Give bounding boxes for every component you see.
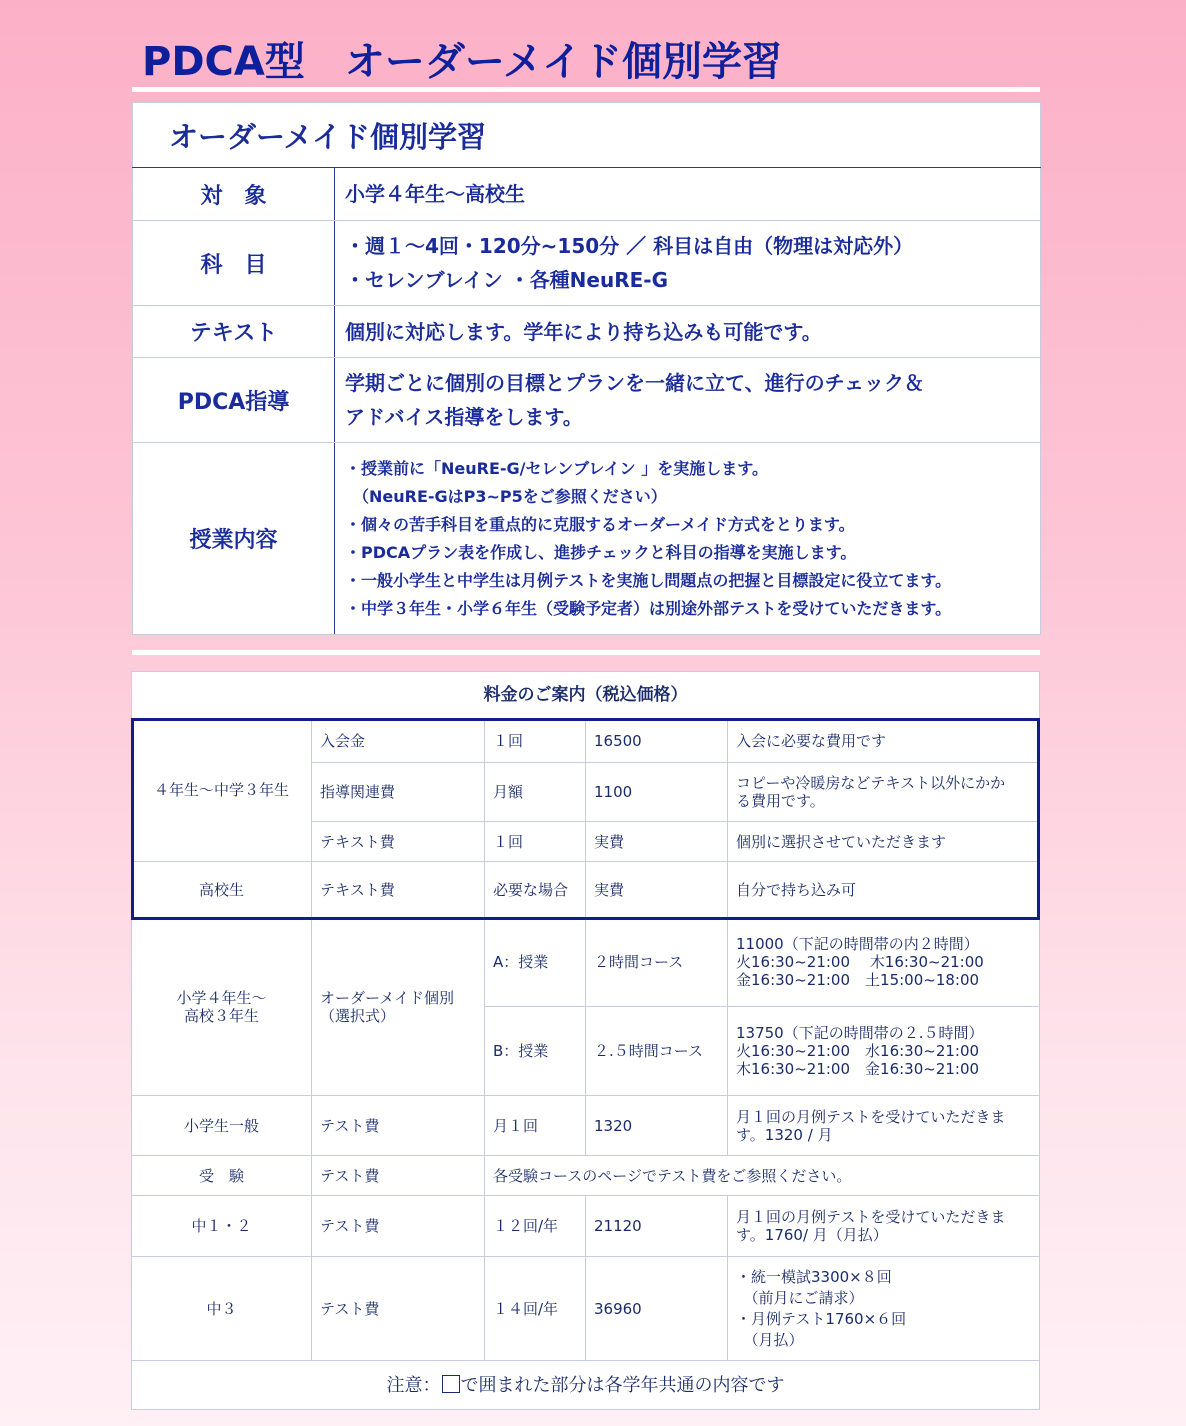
group-label: 小学生一般	[132, 1096, 312, 1156]
item-cell: テスト費	[312, 1156, 485, 1196]
table-row	[132, 1257, 1040, 1361]
frequency-cell: 必要な場合	[485, 862, 586, 918]
row-label: テキスト	[133, 306, 335, 358]
frequency-cell: １回	[485, 719, 586, 763]
frequency-cell: １４回/年	[485, 1257, 586, 1361]
remark-cell: 13750（下記の時間帯の２.５時間） 火16:30~21:00 水16:30~21:00 木16:30~21:00 金16:30~21:00	[728, 1007, 1040, 1096]
table-row	[132, 918, 1040, 1007]
fee-note: 注意： で囲まれた部分は各学年共通の内容です	[132, 1361, 1040, 1410]
group-label: 中１・２	[132, 1196, 312, 1257]
table-row	[132, 719, 1040, 763]
remark-cell: 11000（下記の時間帯の内２時間） 火16:30~21:00 木16:30~21:00 金16:30~21:00 土15:00~18:00	[728, 918, 1040, 1007]
divider	[132, 87, 1040, 92]
course-cell: ２.５時間コース	[586, 1007, 728, 1096]
row-label: PDCA指導	[133, 358, 335, 443]
row-label: 対 象	[133, 168, 335, 221]
frequency-cell: １２回/年	[485, 1196, 586, 1257]
frequency-cell: A：授業	[485, 918, 586, 1007]
item-cell: 入会金	[312, 719, 485, 763]
price-cell: 1100	[586, 763, 728, 822]
price-cell: 36960	[586, 1257, 728, 1361]
row-value: 小学４年生～高校生	[335, 168, 1041, 221]
group-label: 受 験	[132, 1156, 312, 1196]
remark-cell: 月１回の月例テストを受けていただきま す。1760/ 月（月払）	[728, 1196, 1040, 1257]
row-value: ・授業前に「NeuRE-G/セレンブレイン 」を実施します。 （NeuRE-GはP3~P5をご参照ください） ・個々の苦手科目を重点的に克服するオーダーメイド方式をとります。 ・PDCAプラン表を作成し、進捗チェックと科目の指導を実施します。 ・一般小学生と中学生は月例テストを実施し問題点の把握と目標設定に役立てます。 ・中学３年生・小学６年生（受験予定者）は別途外部テストを受けていただきます。	[335, 443, 1041, 635]
course-row-subjects	[133, 221, 1041, 306]
remark-cell: 月１回の月例テストを受けていただきま す。1320 / 月	[728, 1096, 1040, 1156]
fee-table	[131, 671, 1040, 1410]
row-label: 科 目	[133, 221, 335, 306]
item-cell: テスト費	[312, 1196, 485, 1257]
table-row	[132, 862, 1040, 918]
table-row	[132, 1196, 1040, 1257]
table-row	[132, 1096, 1040, 1156]
item-cell: テキスト費	[312, 862, 485, 918]
remark-cell: コピーや冷暖房などテキスト以外にかか る費用です。	[728, 763, 1040, 822]
price-cell: 21120	[586, 1196, 728, 1257]
course-cell: ２時間コース	[586, 918, 728, 1007]
fee-caption: 料金のご案内（税込価格）	[132, 672, 1040, 719]
course-row-pdca	[133, 358, 1041, 443]
row-value: 個別に対応します。学年により持ち込みも可能です。	[335, 306, 1041, 358]
page-title: PDCA型 オーダーメイド個別学習	[142, 39, 783, 85]
remark-cell: ・統一模試3300×８回 （前月にご請求） ・月例テスト1760×６回 （月払）	[728, 1257, 1040, 1361]
group-label: 高校生	[132, 862, 312, 918]
price-cell: 実費	[586, 862, 728, 918]
price-cell: 実費	[586, 822, 728, 862]
frequency-cell: 月額	[485, 763, 586, 822]
item-cell: テキスト費	[312, 822, 485, 862]
frame-symbol	[442, 1375, 460, 1393]
group-label: 中３	[132, 1257, 312, 1361]
frequency-cell: 月１回	[485, 1096, 586, 1156]
divider	[132, 650, 1040, 655]
item-cell: オーダーメイド個別 （選択式）	[312, 918, 485, 1096]
course-row-content	[133, 443, 1041, 635]
item-cell: 指導関連費	[312, 763, 485, 822]
table-row	[132, 1156, 1040, 1196]
frequency-cell: １回	[485, 822, 586, 862]
course-table	[132, 102, 1041, 635]
remark-cell: 自分で持ち込み可	[728, 862, 1040, 918]
row-value: 学期ごとに個別の目標とプランを一緒に立て、進行のチェック＆ アドバイス指導をします。	[335, 358, 1041, 443]
frequency-cell: B：授業	[485, 1007, 586, 1096]
course-row-target	[133, 168, 1041, 221]
price-cell: 1320	[586, 1096, 728, 1156]
item-cell: テスト費	[312, 1257, 485, 1361]
remark-cell: 個別に選択させていただきます	[728, 822, 1040, 862]
course-title: オーダーメイド個別学習	[133, 103, 1041, 168]
group-label: 小学４年生～ 高校３年生	[132, 918, 312, 1096]
group-label: ４年生～中学３年生	[132, 719, 312, 862]
price-cell: 16500	[586, 719, 728, 763]
row-value: ・週１～4回・120分~150分 ／ 科目は自由（物理は対応外） ・セレンブレイン ・各種NeuRE-G	[335, 221, 1041, 306]
remark-cell: 各受験コースのページでテスト費をご参照ください。	[485, 1156, 1040, 1196]
item-cell: テスト費	[312, 1096, 485, 1156]
remark-cell: 入会に必要な費用です	[728, 719, 1040, 763]
row-label: 授業内容	[133, 443, 335, 635]
course-row-text	[133, 306, 1041, 358]
